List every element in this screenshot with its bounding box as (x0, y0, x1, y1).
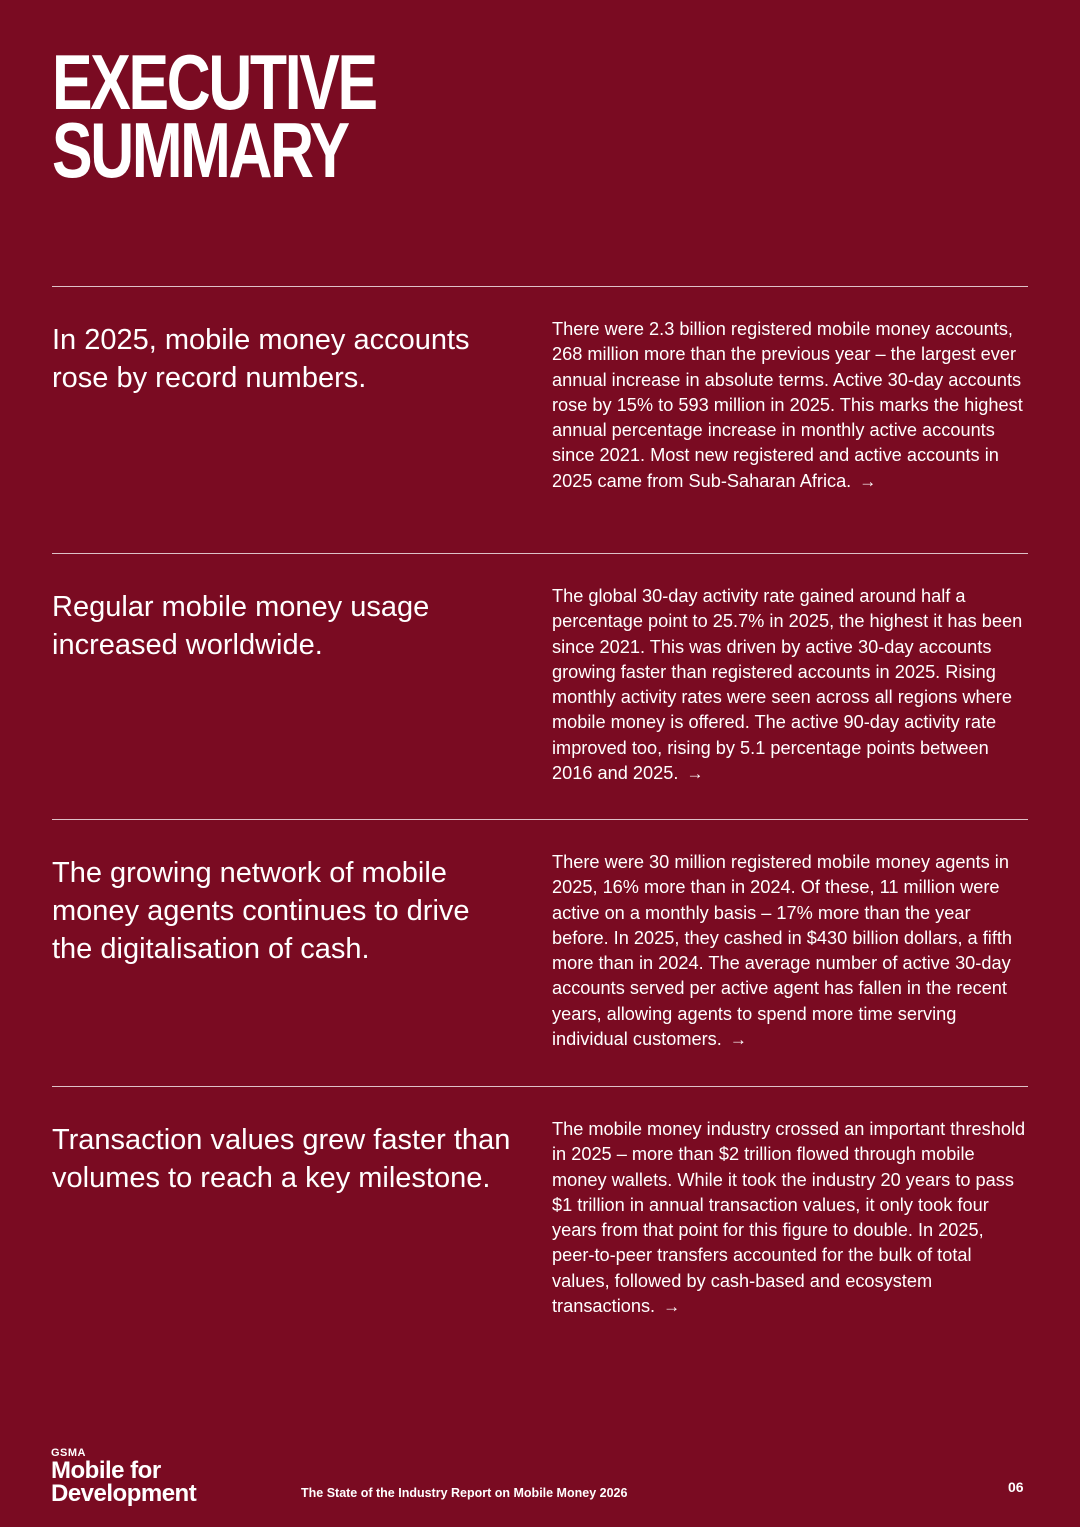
section-body-text: The mobile money industry crossed an important threshold in 2025 – more than $2 trillion flowed through mobile money wallets. While it took the industry 20 years to pass $1 trillion in annual transaction values, it only took four years from that point for this figure to double. In 2025, peer-to-peer transfers accounted for the bulk of total values, followed by cash-based and ecosystem transactions. (552, 1119, 1026, 1317)
logo-line-1: Mobile for (51, 1457, 161, 1484)
logo-line-2: Development (51, 1480, 197, 1507)
section-body (552, 584, 1030, 786)
page-title-line-1: EXECUTIVE (52, 38, 376, 126)
summary-section-4 (52, 1086, 1028, 1317)
section-body (552, 1117, 1030, 1319)
logo-brand: GSMA (51, 1447, 86, 1459)
gsma-mobile-for-development-logo (51, 1448, 196, 1505)
arrow-right-icon[interactable]: → (663, 1297, 681, 1317)
section-heading: Regular mobile money usage increased worldwide. (52, 591, 430, 661)
arrow-right-icon[interactable]: → (686, 764, 704, 784)
arrow-right-icon[interactable]: → (859, 471, 877, 491)
arrow-right-icon[interactable]: → (729, 1030, 747, 1050)
section-body-text: There were 30 million registered mobile money agents in 2025, 16% more than in 2024. Of these, 11 million were active on a monthly basis – 17% more than the year before. In 2025, they cashed in $430 billion dollars, a fifth more than in 2024. The average number of active 30-day accounts served per active agent has fallen in the recent years, allowing agents to spend more time serving individual customers. (552, 852, 1013, 1050)
page-number: 06 (1008, 1479, 1024, 1495)
summary-section-3 (52, 819, 1028, 1050)
section-body-text: The global 30-day activity rate gained around half a percentage point to 25.7% in 2025, the highest it has been since 2021. This was driven by active 30-day accounts growing faster than registered accounts in 2025. Rising monthly activity rates were seen across all regions where mobile money is offered. The active 90-day activity rate improved too, rising by 5.1 percentage points between 2016 and 2025. (552, 586, 1023, 784)
section-body (552, 317, 1030, 494)
page-title-line-2: SUMMARY (52, 106, 348, 194)
section-body-text: There were 2.3 billion registered mobile money accounts, 268 million more than the previous year – the largest ever annual increase in absolute terms. Active 30-day accounts rose by 15% to 593 million in 2025. This marks the highest annual percentage increase in monthly active accounts since 2021. Most new registered and active accounts in 2025 came from Sub-Saharan Africa. (552, 319, 1023, 491)
footer-report-title: The State of the Industry Report on Mobile Money 2026 (301, 1486, 628, 1500)
section-heading: The growing network of mobile money agents continues to drive the digitalisation of cash. (52, 857, 470, 965)
summary-section-2 (52, 553, 1028, 784)
section-heading: Transaction values grew faster than volumes to reach a key milestone. (52, 1124, 511, 1194)
summary-section-1 (52, 286, 1028, 491)
section-heading: In 2025, mobile money accounts rose by record numbers. (52, 324, 470, 394)
section-body (552, 850, 1030, 1052)
page-title (52, 38, 376, 194)
